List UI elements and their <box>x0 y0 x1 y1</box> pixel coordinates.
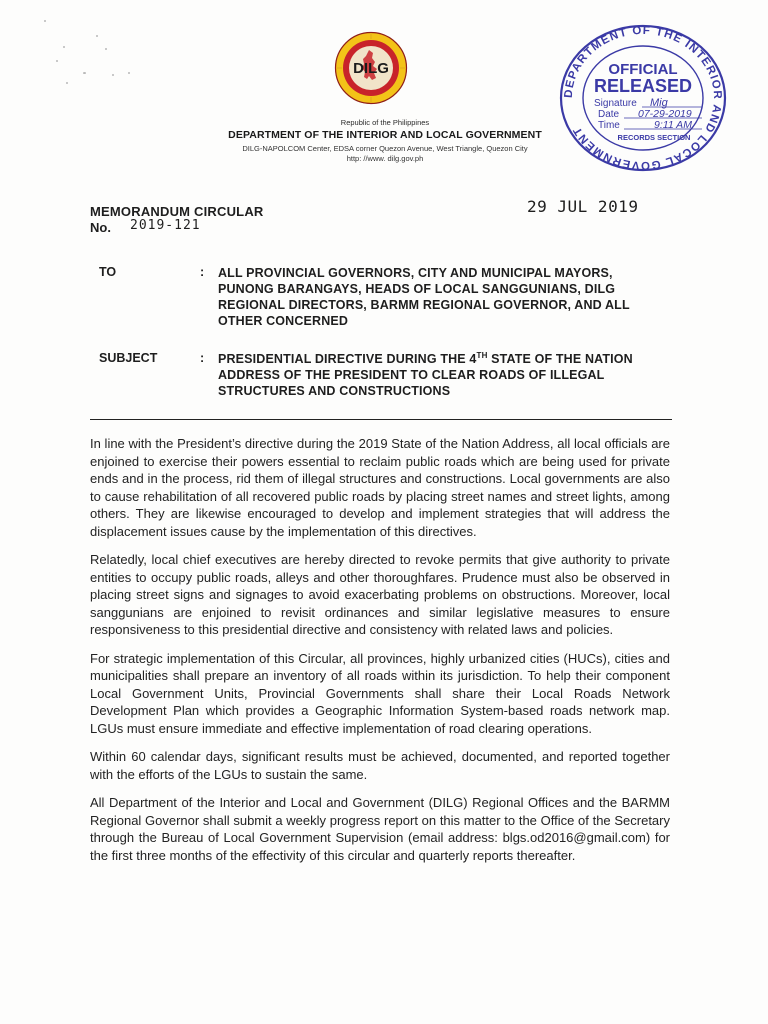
subject-text-end: STATE OF THE NATION ADDRESS OF THE PRESIDENT TO CLEAR ROADS OF ILLEGAL STRUCTURES AND CONSTRUCTIONS <box>218 352 633 398</box>
scan-speck <box>83 72 86 74</box>
subject-colon: : <box>200 351 205 365</box>
scan-speck <box>63 46 65 48</box>
stamp-time-label: Time <box>598 120 620 131</box>
official-released-stamp <box>558 24 728 172</box>
stamp-time-value: 9:11 AM <box>654 119 692 131</box>
scan-speck <box>128 72 130 74</box>
subject-superscript: TH <box>476 350 488 360</box>
memo-body <box>90 435 670 875</box>
body-paragraph: For strategic implementation of this Circular, all provinces, highly urbanized cities (HUCs), cities and municipalities shall prepare an inventory of all roads within its jurisdiction. To help their component Local Government Units, Provincial Governments shall share their Local Roads Network Development Plan which provides a Geographic Information System-based roads network map. LGUs must ensure immediate and effective implementation of road clearing operations. <box>90 650 670 736</box>
subject-text <box>218 351 663 399</box>
seal-logo-text: DILG <box>353 60 389 77</box>
stamp-signature-value: Mig <box>650 97 668 109</box>
memo-number-value: 2019-121 <box>130 218 201 233</box>
body-paragraph: All Department of the Interior and Local and Government (DILG) Regional Offices and the BARMM Regional Governor shall submit a weekly progress report on this matter to the Office of the Secretary through the Bureau of Local Government Supervision (email address: blgs.od2016@gmail.com) for the first three months of the effectivity of this circular and quarterly reports thereafter. <box>90 795 670 863</box>
body-paragraph: In line with the President’s directive during the 2019 State of the Nation Address, all local officials are enjoined to exercise their powers essential to reclaim public roads which are being used for private ends and in the process, rid them of illegal structures and constructions. Local governments are also to cause rehabilitation of all recovered public roads by placing street names and street lights, among others. They are likewise encouraged to develop and implement strategies that will address the displacement issues cause by the implementation of this directives. <box>90 436 670 539</box>
to-recipients: ALL PROVINCIAL GOVERNORS, CITY AND MUNICIPAL MAYORS, PUNONG BARANGAYS, HEADS OF LOCAL SANGGUNIANS, DILG REGIONAL DIRECTORS, BARMM REGIONAL GOVERNOR, AND ALL OTHER CONCERNED <box>218 266 630 328</box>
stamp-official: OFFICIAL <box>608 61 678 78</box>
to-label: TO <box>99 265 117 279</box>
scan-speck <box>44 20 46 22</box>
department-website: http: //www. dilg.gov.ph <box>346 154 424 163</box>
memo-number-label: No. <box>90 220 111 235</box>
subject-text-start: PRESIDENTIAL DIRECTIVE DURING THE 4 <box>218 352 477 366</box>
memo-date: 29 JUL 2019 <box>527 197 639 216</box>
stamp-signature-label: Signature <box>594 98 637 109</box>
memo-title: MEMORANDUM CIRCULAR <box>90 204 264 219</box>
header-divider <box>90 419 672 420</box>
stamp-ring-text: DEPARTMENT OF THE INTERIOR AND LOCAL GOVERNMENT <box>562 24 724 172</box>
department-address: DILG-NAPOLCOM Center, EDSA corner Quezon Avenue, West Triangle, Quezon City <box>242 144 528 153</box>
svg-text:DEPARTMENT OF THE INTERIOR AND <box>563 25 723 171</box>
scan-speck <box>66 82 68 84</box>
subject-label: SUBJECT <box>99 351 158 365</box>
scan-speck <box>56 60 58 62</box>
dilg-seal-logo <box>333 20 409 116</box>
scan-speck <box>112 74 114 76</box>
scan-speck <box>105 48 107 50</box>
scan-speck <box>96 35 98 37</box>
stamp-released: RELEASED <box>593 76 693 96</box>
body-paragraph: Relatedly, local chief executives are hereby directed to revoke permits that give authority to private entities to occupy public roads, alleys and other thoroughfares. Prudence must also be observed in placing street signs and signages to avoid exacerbating problems on obstructions. Moreover, local sanggunians are enjoined to revisit ordinances and similar legislative measures to ensure responsiveness to this presidential directive and consistency with related laws and policies. <box>90 552 670 637</box>
body-paragraph: Within 60 calendar days, significant results must be achieved, documented, and reported together with the efforts of the LGUs to sustain the same. <box>90 749 670 782</box>
department-name: DEPARTMENT OF THE INTERIOR AND LOCAL GOVERNMENT <box>228 129 542 141</box>
stamp-date-label: Date <box>598 109 620 120</box>
republic-line: Republic of the Philippines <box>340 118 430 127</box>
stamp-records-section: RECORDS SECTION <box>617 133 691 142</box>
to-colon: : <box>200 265 205 279</box>
stamp-date-value: 07-29-2019 <box>638 108 692 120</box>
